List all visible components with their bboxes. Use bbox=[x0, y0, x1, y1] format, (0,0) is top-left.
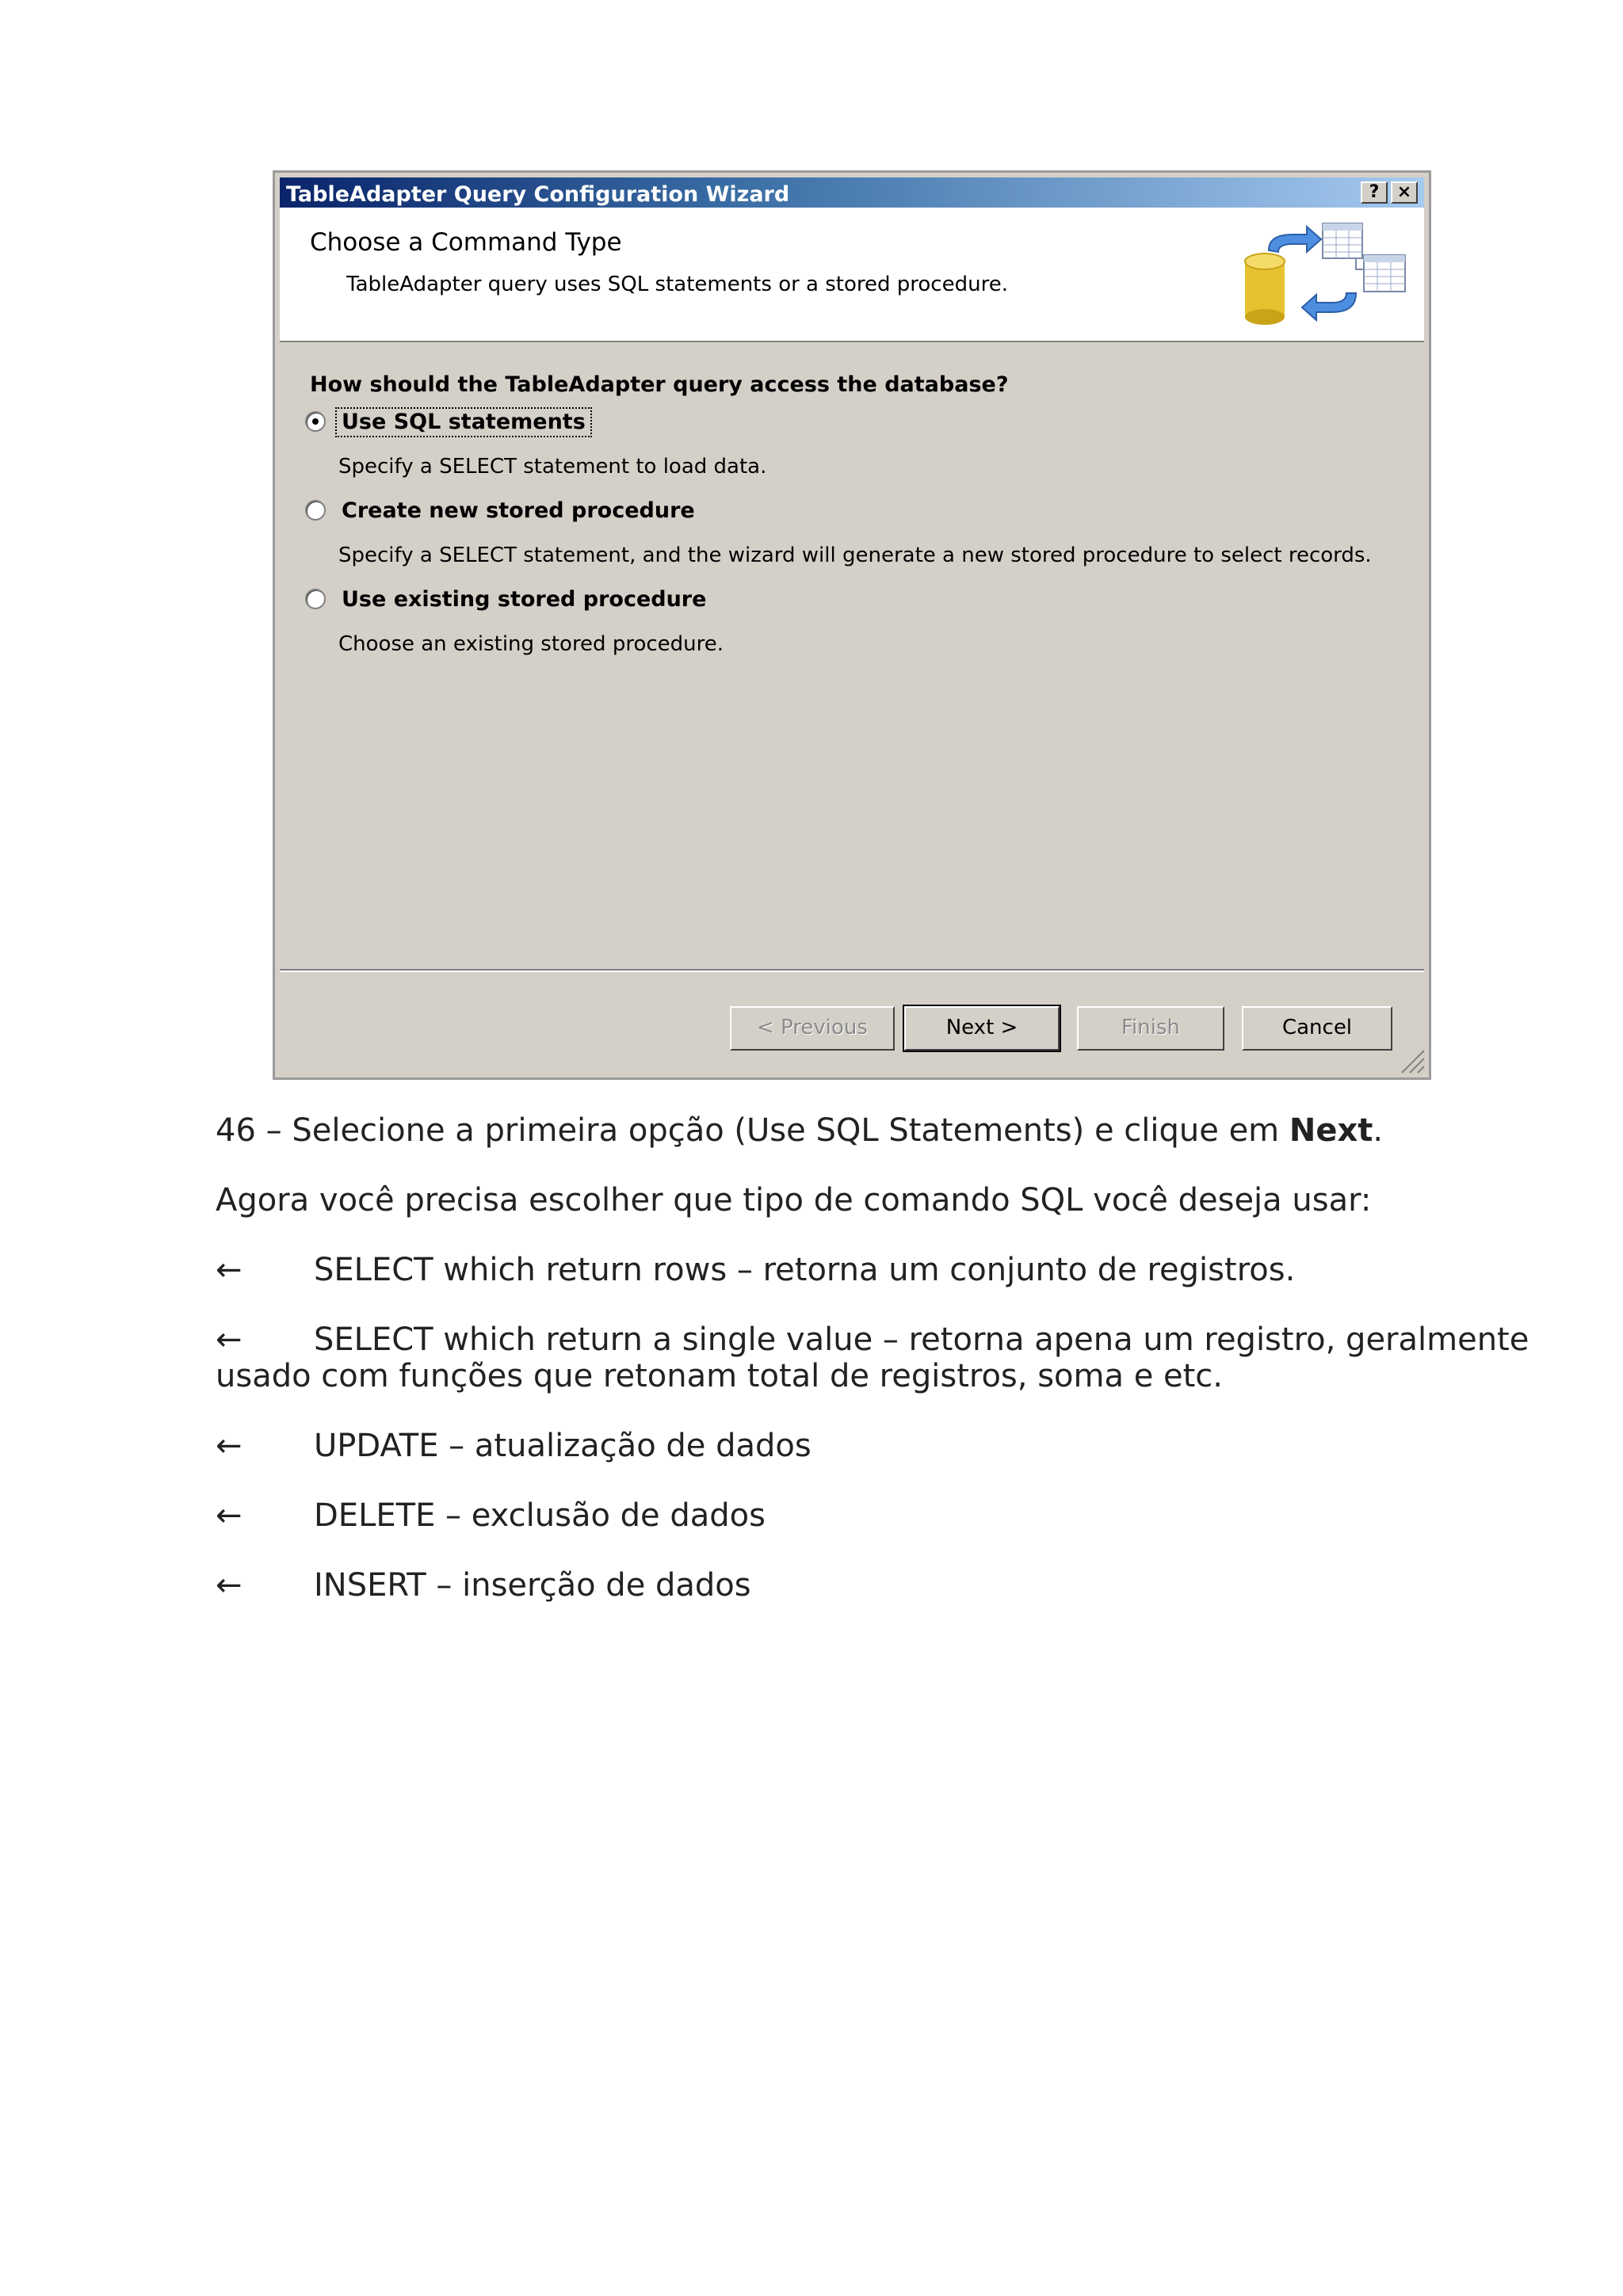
step-bold-next: Next bbox=[1289, 1112, 1373, 1149]
page-title: Choose a Command Type bbox=[310, 228, 622, 257]
bullet-item bbox=[216, 1428, 1531, 1464]
finish-button[interactable]: Finish bbox=[1077, 1006, 1224, 1051]
next-button[interactable]: Next > bbox=[904, 1006, 1060, 1051]
arrow-left-icon: ← bbox=[216, 1428, 242, 1464]
arrow-left-icon: ← bbox=[216, 1252, 242, 1288]
radio-use-sql-statements[interactable] bbox=[305, 411, 326, 432]
bullet-text: DELETE – exclusão de dados bbox=[314, 1497, 766, 1534]
option-label[interactable]: Create new stored procedure bbox=[342, 498, 695, 523]
access-question: How should the TableAdapter query access the database? bbox=[310, 372, 1009, 397]
bullet-item bbox=[216, 1497, 1531, 1534]
title-bar[interactable] bbox=[280, 177, 1424, 208]
intro-paragraph: Agora você precisa escolher que tipo de comando SQL você deseja usar: bbox=[216, 1182, 1372, 1219]
page-subtitle: TableAdapter query uses SQL statements or a stored procedure. bbox=[346, 273, 1008, 296]
step-text: 46 – Selecione a primeira opção (Use SQL Statements) e clique em bbox=[216, 1112, 1289, 1149]
radio-create-stored-procedure[interactable] bbox=[305, 500, 326, 521]
arrow-left-icon: ← bbox=[216, 1567, 242, 1604]
bullet-item bbox=[216, 1322, 1531, 1394]
wizard-header bbox=[280, 208, 1424, 342]
close-button[interactable]: × bbox=[1391, 181, 1418, 204]
step-period: . bbox=[1373, 1112, 1384, 1149]
option-label[interactable]: Use existing stored procedure bbox=[342, 587, 707, 612]
option-description: Specify a SELECT statement to load data. bbox=[338, 455, 767, 479]
bullet-text: SELECT which return a single value – retorna apena um registro, geralmente usado com funções que retonam total de registros, soma e etc. bbox=[216, 1322, 1529, 1394]
bullet-text: INSERT – inserção de dados bbox=[314, 1567, 751, 1604]
database-exchange-icon bbox=[1237, 217, 1411, 332]
dialog-title: TableAdapter Query Configuration Wizard bbox=[286, 182, 790, 207]
option-label[interactable]: Use SQL statements bbox=[335, 407, 592, 437]
radio-selected-dot bbox=[312, 418, 319, 425]
database-cylinder-icon bbox=[1245, 254, 1285, 325]
cancel-button[interactable]: Cancel bbox=[1242, 1006, 1392, 1051]
step-46-instruction bbox=[216, 1112, 1531, 1149]
radio-use-existing-stored-procedure[interactable] bbox=[305, 589, 326, 609]
previous-button[interactable]: < Previous bbox=[730, 1006, 895, 1051]
bullet-item bbox=[216, 1567, 1531, 1604]
wizard-dialog bbox=[273, 170, 1431, 1080]
arrow-left-icon: ← bbox=[216, 1322, 242, 1358]
arrow-left-icon: ← bbox=[216, 1497, 242, 1534]
bullet-item bbox=[216, 1252, 1531, 1288]
option-description: Specify a SELECT statement, and the wizard will generate a new stored procedure to select records. bbox=[338, 543, 1372, 567]
help-button[interactable]: ? bbox=[1361, 181, 1388, 204]
table-grid-icon bbox=[1323, 223, 1405, 292]
bullet-text: UPDATE – atualização de dados bbox=[314, 1428, 812, 1464]
bullet-text: SELECT which return rows – retorna um conjunto de registros. bbox=[314, 1252, 1296, 1288]
resize-grip-icon[interactable] bbox=[1397, 1046, 1426, 1074]
option-description: Choose an existing stored procedure. bbox=[338, 632, 724, 656]
button-separator bbox=[280, 969, 1424, 972]
